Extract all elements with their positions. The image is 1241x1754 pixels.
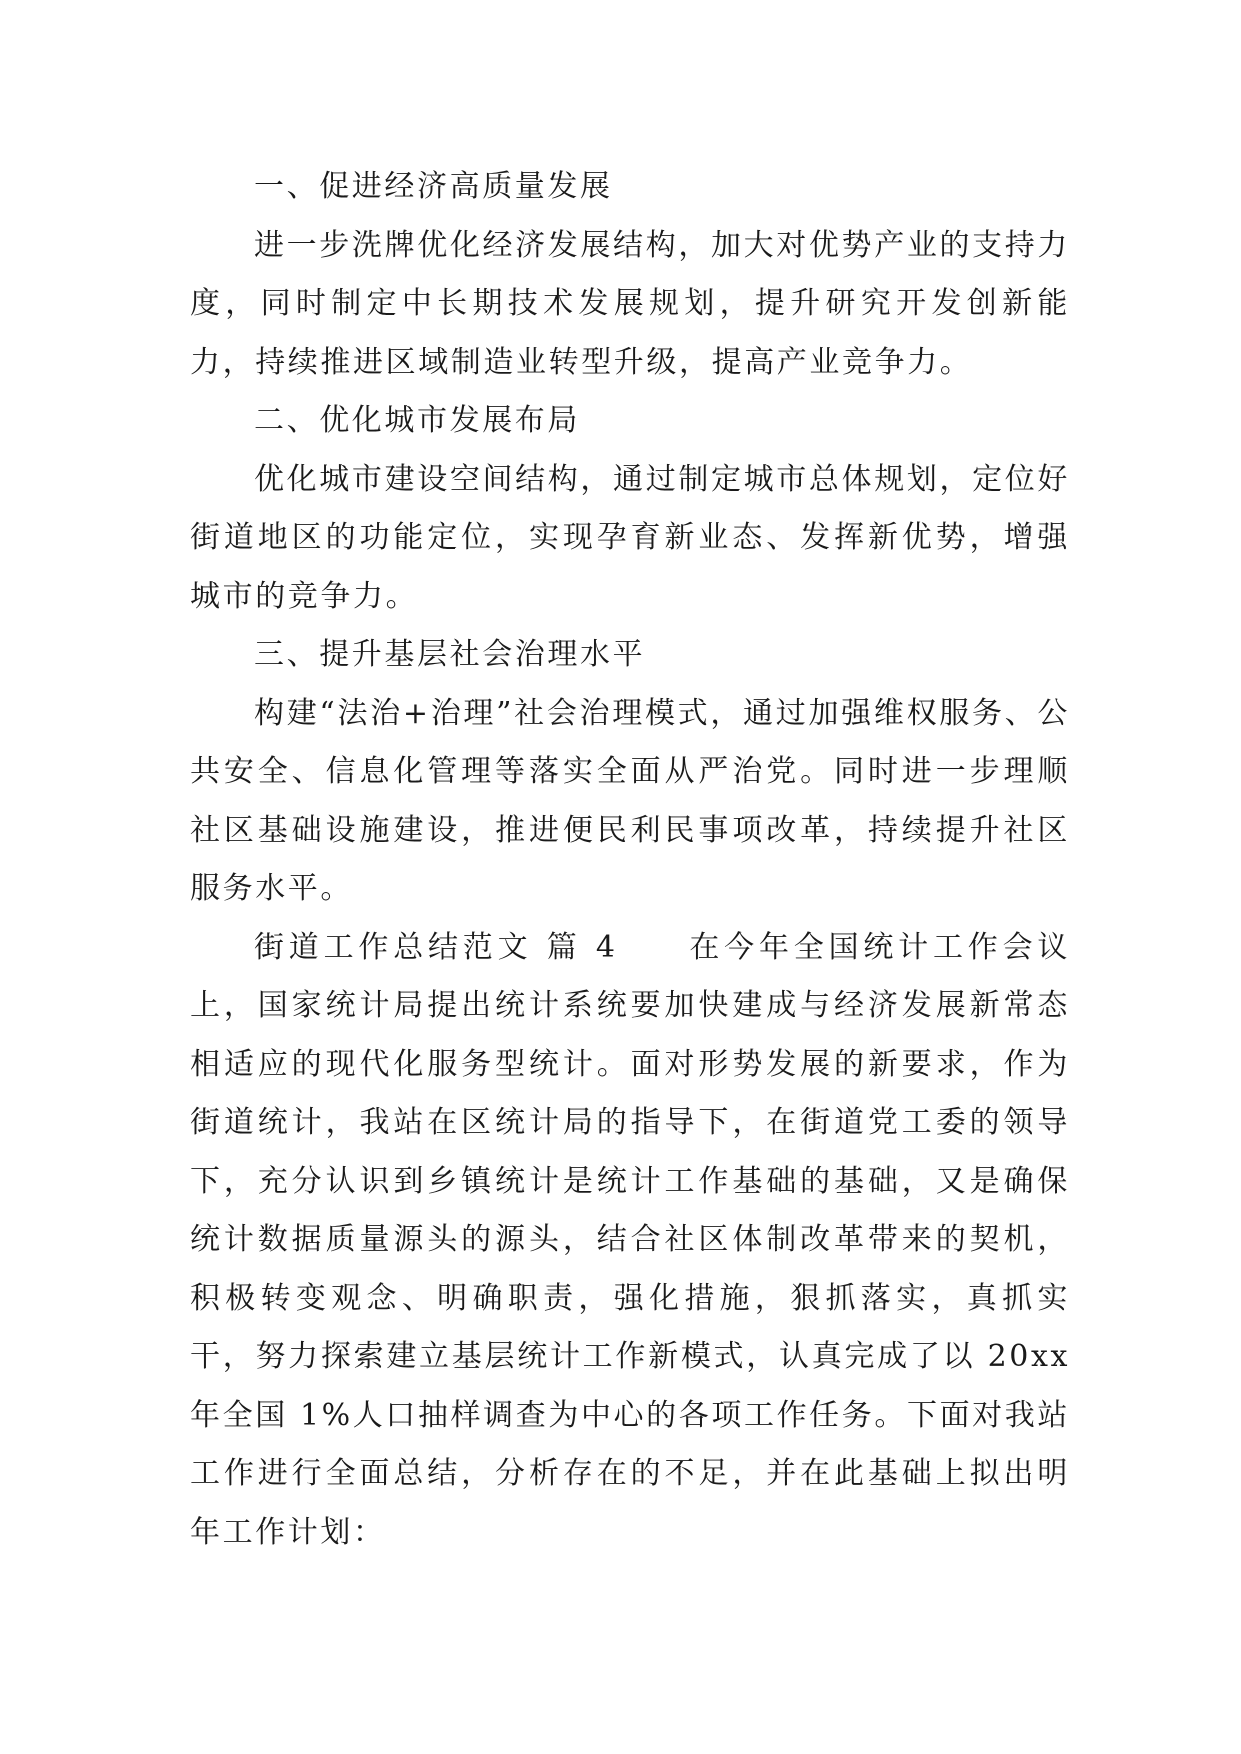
paragraph-1: 进一步洗牌优化经济发展结构，加大对优势产业的支持力度，同时制定中长期技术发展规划，提升研究开发创新能力，持续推进区域制造业转型升级，提高产业竞争力。 — [190, 227, 1070, 380]
section-heading-1: 一、促进经济高质量发展 — [254, 169, 613, 204]
section-heading-2: 二、优化城市发展布局 — [254, 403, 580, 438]
paragraph-3: 构建“法治+治理”社会治理模式，通过加强维权服务、公共安全、信息化管理等落实全面从严治党。同时进一步理顺社区基础设施建设，推进便民利民事项改革，持续提升社区服务水平。 — [190, 695, 1070, 906]
paragraph-4: 街道工作总结范文 篇 4 在今年全国统计工作会议上，国家统计局提出统计系统要加快建成与经济发展新常态相适应的现代化服务型统计。面对形势发展的新要求，作为街道统计，我站在区统计局的指导下，在街道党工委的领导下，充分认识到乡镇统计是统计工作基础的基础，又是确保统计数据质量源头的源头，结合社区体制改革带来的契机，积极转变观念、明确职责，强化措施，狠抓落实，真抓实干，努力探索建立基层统计工作新模式，认真完成了以 20xx 年全国 1%人口抽样调查为中心的各项工作任务。下面对我站工作进行全面总结，分析存在的不足，并在此基础上拟出明年工作计划： — [190, 929, 1070, 1550]
document-body — [190, 158, 1070, 1562]
section-heading-3: 三、提升基层社会治理水平 — [254, 637, 646, 672]
paragraph-2: 优化城市建设空间结构，通过制定城市总体规划，定位好街道地区的功能定位，实现孕育新业态、发挥新优势，增强城市的竞争力。 — [190, 461, 1070, 614]
